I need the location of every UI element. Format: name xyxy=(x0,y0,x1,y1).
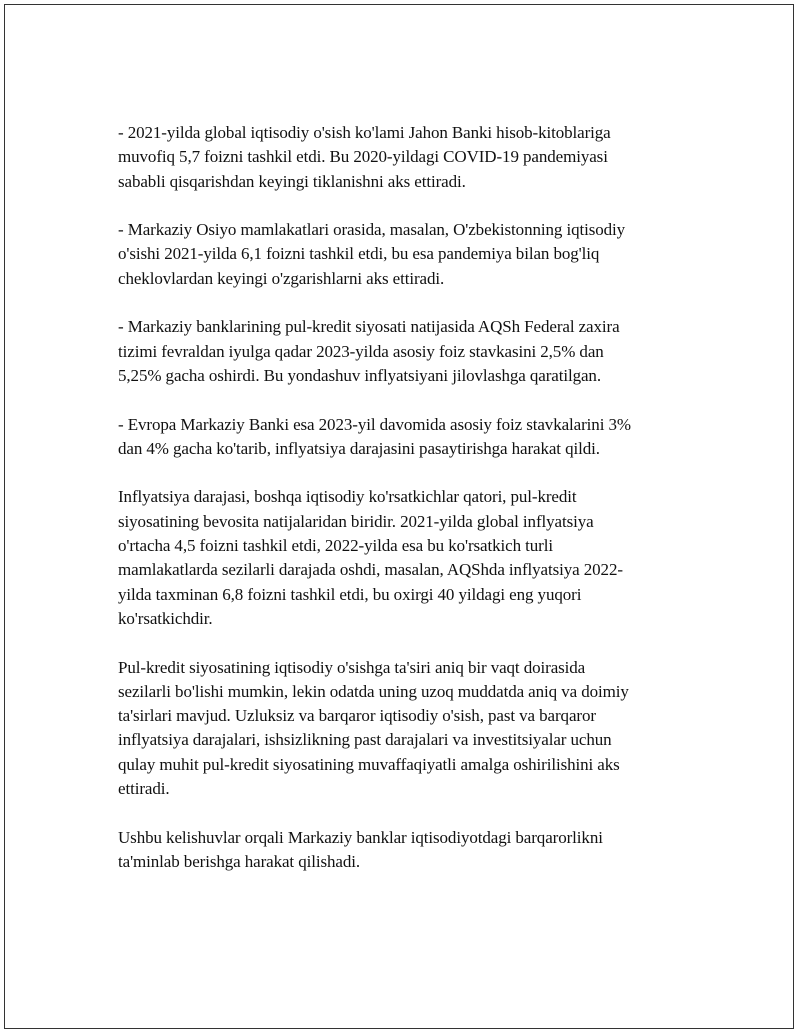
document-body xyxy=(118,121,678,899)
paragraph-conclusion: Ushbu kelishuvlar orqali Markaziy banklar iqtisodiyotdagi barqarorlikni ta'minlab berishga harakat qilishadi. xyxy=(118,827,603,871)
paragraph-fed-rates: - Markaziy banklarining pul-kredit siyosati natijasida AQSh Federal zaxira tizimi fevraldan iyulga qadar 2023-yilda asosiy foiz stavkasini 2,5% dan 5,25% gacha oshirdi. Bu yondashuv inflyatsiyani jilovlashga qaratilgan. xyxy=(118,317,620,385)
paragraph-global-growth: - 2021-yilda global iqtisodiy o'sish ko'lami Jahon Banki hisob-kitoblariga muvofiq 5,7 foizni tashkil etdi. Bu 2020-yildagi COVID-19 pandemiyasi sababli qisqarishdan keyingi tiklanishni aks ettiradi. xyxy=(118,123,611,191)
paragraph-monetary-policy-effects: Pul-kredit siyosatining iqtisodiy o'sishga ta'siri aniq bir vaqt doirasida sezilarli bo'lishi mumkin, lekin odatda uning uzoq muddatda aniq va doimiy ta'sirlari mavjud. Uzluksiz va barqaror iqtisodiy o'sish, past va barqaror inflyatsiya darajalari, ishsizlikning past darajalari va investitsiyalar uchun qulay muhit pul-kredit siyosatining muvaffaqiyatli amalga oshirilishini aks ettiradi. xyxy=(118,657,629,799)
document-page xyxy=(4,4,794,1029)
paragraph-inflation: Inflyatsiya darajasi, boshqa iqtisodiy ko'rsatkichlar qatori, pul-kredit siyosatining bevosita natijalaridan biridir. 2021-yilda global inflyatsiya o'rtacha 4,5 foizni tashkil etdi, 2022-yilda esa bu ko'rsatkich turli mamlakatlarda sezilarli darajada oshdi, masalan, AQShda inflyatsiya 2022- yilda taxminan 6,8 foizni tashkil etdi, bu oxirgi 40 yildagi eng yuqori ko'rsatkichdir. xyxy=(118,487,623,628)
paragraph-uzbekistan-growth: - Markaziy Osiyo mamlakatlari orasida, masalan, O'zbekistonning iqtisodiy o'sishi 2021-yilda 6,1 foizni tashkil etdi, bu esa pandemiya bilan bog'liq cheklovlardan keyingi o'zgarishlarni aks ettiradi. xyxy=(118,220,626,288)
paragraph-ecb-rates: - Evropa Markaziy Banki esa 2023-yil davomida asosiy foiz stavkalarini 3% dan 4% gacha ko'tarib, inflyatsiya darajasini pasaytirishga harakat qildi. xyxy=(118,414,631,458)
